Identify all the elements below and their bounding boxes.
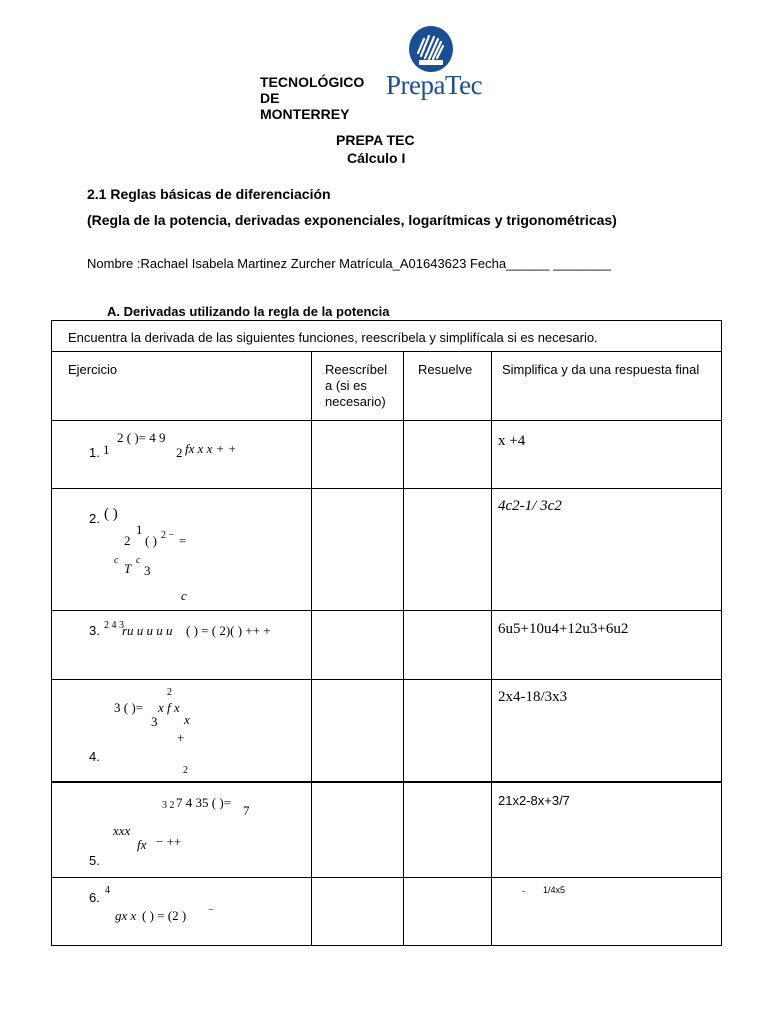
exercise-row-5	[52, 782, 722, 878]
exercise-row-4	[52, 680, 722, 783]
exercise-4-answer-cell	[492, 680, 722, 783]
header-reescribe-line-3: necesario)	[325, 394, 386, 409]
exercise-row-3	[52, 611, 722, 680]
exercise-5-solve	[404, 782, 492, 878]
exercise-row-1	[52, 421, 722, 489]
header-resuelve-text: Resuelve	[418, 362, 473, 377]
exercise-1-part-a: 1	[103, 442, 110, 457]
exercise-1-answer-cell	[492, 421, 722, 489]
exercise-6-cell	[52, 878, 312, 946]
institution-line-3: MONTERREY	[260, 106, 350, 122]
exercise-1-answer: x +4	[498, 433, 526, 449]
exercise-3-rewrite	[312, 611, 404, 680]
exercise-5-part-a: 3 2	[162, 800, 175, 811]
exercise-4-solve	[404, 680, 492, 783]
exercise-5-part-b: 7 4 35 ( )=	[176, 795, 231, 810]
exercise-5-part-c: 7	[243, 803, 250, 818]
section-a-title: A. Derivadas utilizando la regla de la potencia	[107, 304, 390, 319]
exercise-6-part-b: gx x	[115, 908, 137, 923]
prepatec-logo-icon	[409, 26, 453, 72]
exercise-4-part-e: x	[184, 712, 190, 727]
exercise-table	[51, 320, 722, 946]
exercise-5-part-d: xxx	[113, 823, 131, 838]
exercise-2-answer-cell	[492, 489, 722, 611]
exercise-6-answer-sign: -	[522, 886, 525, 896]
exercise-3-solve	[404, 611, 492, 680]
exercise-5-answer: 21x2-8x+3/7	[498, 793, 570, 808]
exercise-4-cell	[52, 680, 312, 783]
exercise-1-cell	[52, 421, 312, 489]
exercise-1-part-b: 2 ( )= 4 9	[117, 430, 166, 445]
exercise-6-rewrite	[312, 878, 404, 946]
exercise-2-part-b: 2	[124, 533, 131, 548]
exercise-2-part-h: T	[124, 561, 132, 576]
header-ejercicio	[52, 352, 312, 421]
header-reescribe-line-1: Reescríbel	[325, 362, 388, 377]
exercise-5-cell	[52, 782, 312, 878]
exercise-1-part-d: fx x x + +	[185, 441, 237, 456]
prepatec-logo-text: PrepaTec	[386, 70, 483, 100]
exercise-1-rewrite	[312, 421, 404, 489]
exercise-4-part-b: 3 ( )=	[114, 700, 143, 715]
exercise-4-part-f: +	[177, 730, 185, 745]
exercise-6-answer-cell	[492, 878, 722, 946]
exercise-4-number: 4.	[89, 749, 100, 764]
exercise-6-part-c: ( ) = (2 )	[142, 908, 187, 923]
student-info-line: Nombre :Rachael Isabela Martinez Zurcher Matrícula_A01643623 Fecha______ ________	[87, 256, 611, 271]
exercise-3-part-c: ( ) = ( 2)( ) ++ +	[186, 623, 271, 638]
exercise-row-2	[52, 489, 722, 611]
exercise-6-solve	[404, 878, 492, 946]
institution-line-2: DE	[260, 90, 280, 106]
instructions-cell	[52, 321, 722, 352]
exercise-4-part-d: 3	[151, 714, 158, 729]
exercise-1-part-c: 2	[176, 445, 183, 460]
exercise-3-answer-cell	[492, 611, 722, 680]
header-reescribe-line-2: a (si es	[325, 378, 367, 393]
exercise-1-solve	[404, 421, 492, 489]
instructions-text: Encuentra la derivada de las siguientes funciones, reescríbela y simplifícala si es necesario.	[68, 330, 598, 345]
exercise-2-part-d: ( )	[145, 533, 157, 548]
header-simplifica	[492, 352, 722, 421]
header-resuelve	[404, 352, 492, 421]
exercise-5-part-f: − ++	[156, 834, 182, 849]
exercise-4-part-a: 2	[167, 687, 172, 698]
exercise-6-part-d: −	[208, 905, 214, 916]
exercise-6-number: 6.	[89, 890, 100, 905]
exercise-6-part-a: 4	[105, 885, 110, 896]
exercise-2-part-f: =	[179, 533, 187, 548]
instructions-row	[52, 321, 722, 352]
exercise-2-part-c: 1	[136, 522, 143, 537]
exercise-2-part-i: c	[136, 555, 141, 566]
exercise-3-part-a: 2 4 3	[104, 620, 124, 631]
exercise-2-solve	[404, 489, 492, 611]
exercise-2-part-a: ( )	[104, 506, 118, 522]
exercise-4-part-c: x f x	[158, 700, 180, 715]
topic-subtitle: (Regla de la potencia, derivadas exponenciales, logarítmicas y trigonométricas)	[87, 212, 617, 228]
exercise-6-answer: 1/4x5	[543, 885, 566, 895]
header-reescribe	[312, 352, 404, 421]
header-simplifica-text: Simplifica y da una respuesta final	[502, 362, 700, 377]
course-name: Cálculo I	[347, 150, 406, 166]
exercise-3-number: 3.	[89, 623, 100, 638]
exercise-4-part-g: 2	[183, 765, 188, 776]
exercise-row-6	[52, 878, 722, 946]
exercise-2-answer: 4c2-1/ 3c2	[498, 498, 562, 514]
exercise-2-part-g: c	[114, 555, 119, 566]
exercise-4-rewrite	[312, 680, 404, 783]
exercise-3-cell	[52, 611, 312, 680]
exercise-5-part-e: fx	[137, 837, 147, 852]
header-row	[52, 352, 722, 421]
exercise-3-answer: 6u5+10u4+12u3+6u2	[498, 621, 629, 637]
exercise-1-number: 1.	[89, 445, 100, 460]
exercise-2-part-e: 2 −	[161, 530, 175, 541]
exercise-2-cell	[52, 489, 312, 611]
exercise-2-part-j: 3	[144, 563, 151, 578]
exercise-2-rewrite	[312, 489, 404, 611]
exercise-2-part-k: c	[181, 588, 187, 603]
header-ejercicio-text: Ejercicio	[68, 362, 118, 377]
exercise-5-number: 5.	[89, 853, 100, 868]
exercise-3-part-b: ru u u u u	[122, 623, 173, 638]
institution-name	[260, 74, 364, 122]
topic-title: 2.1 Reglas básicas de diferenciación	[87, 186, 331, 202]
exercise-2-number: 2.	[89, 511, 100, 526]
school-name: PREPA TEC	[336, 132, 415, 148]
exercise-5-answer-cell	[492, 782, 722, 878]
exercise-5-rewrite	[312, 782, 404, 878]
institution-line-1: TECNOLÓGICO	[260, 74, 365, 90]
exercise-4-answer: 2x4-18/3x3	[498, 689, 568, 705]
